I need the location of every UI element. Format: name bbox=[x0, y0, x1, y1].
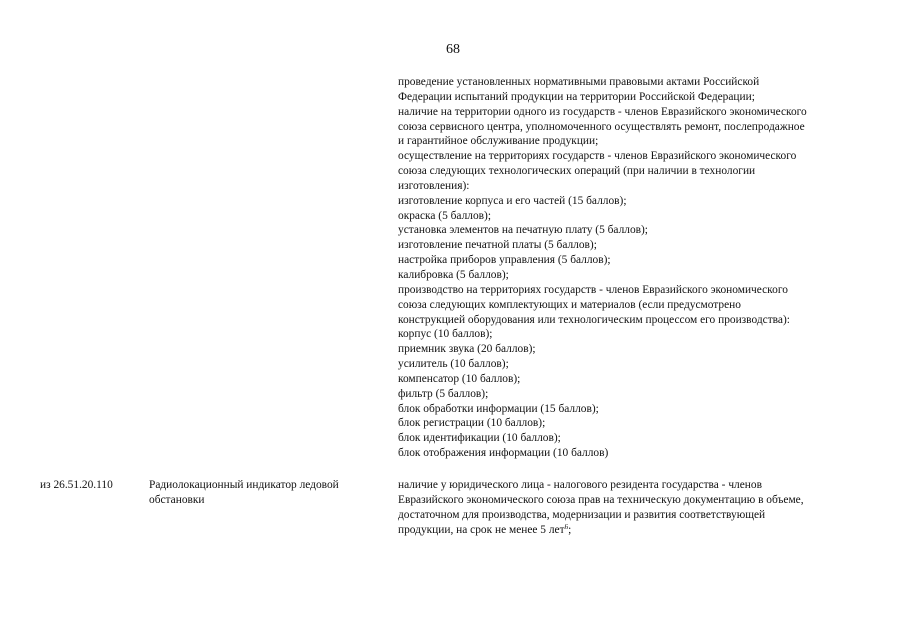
requirement-line: и гарантийное обслуживание продукции; bbox=[398, 135, 599, 148]
requirement-line: фильтр (5 баллов); bbox=[398, 387, 489, 400]
requirement-line: изготовление корпуса и его частей (15 баллов); bbox=[398, 194, 627, 207]
requirement-line: проведение установленных нормативными правовыми актами Российской bbox=[398, 76, 760, 88]
requirement-line: производство на территориях государств - членов Евразийского экономического bbox=[398, 283, 788, 296]
product-name-line: обстановки bbox=[149, 493, 205, 506]
requirement-line: союза сервисного центра, уполномоченного осуществлять ремонт, послепродажное bbox=[398, 120, 805, 133]
requirement-line: изготовление печатной платы (5 баллов); bbox=[398, 239, 597, 252]
requirement-line: блок регистрации (10 баллов); bbox=[398, 417, 546, 430]
footnote-marker: 6 bbox=[564, 522, 569, 531]
requirement-line-last bbox=[398, 523, 868, 538]
requirement-line: осуществление на территориях государств - членов Евразийского экономического bbox=[398, 150, 797, 163]
requirement-line: установка элементов на печатную плату (5 баллов); bbox=[398, 224, 648, 237]
product-name-line: Радиолокационный индикатор ледовой bbox=[149, 479, 339, 491]
requirement-line: союза следующих технологических операций (при наличии в технологии bbox=[398, 165, 756, 178]
requirement-line: компенсатор (10 баллов); bbox=[398, 372, 521, 385]
requirement-line: союза следующих комплектующих и материалов (если предусмотрено bbox=[398, 298, 741, 311]
requirement-line: блок идентификации (10 баллов); bbox=[398, 432, 561, 445]
requirement-line: усилитель (10 баллов); bbox=[398, 358, 509, 371]
requirement-line: достаточном для производства, модернизации и развития соответствующей bbox=[398, 508, 766, 521]
requirement-line: корпус (10 баллов); bbox=[398, 328, 493, 341]
requirement-line: наличие на территории одного из государств - членов Евразийского экономического bbox=[398, 105, 807, 118]
requirement-line: блок отображения информации (10 баллов) bbox=[398, 447, 609, 460]
product-name bbox=[149, 478, 374, 508]
requirement-tail: ; bbox=[568, 523, 572, 536]
requirement-last-text: продукции, на срок не менее 5 лет bbox=[398, 523, 565, 536]
requirement-line: конструкцией оборудования или технологическим процессом его производства): bbox=[398, 313, 790, 326]
requirement-line: изготовления): bbox=[398, 179, 470, 192]
requirement-line: Евразийского экономического союза прав на техническую документацию в объеме, bbox=[398, 493, 804, 506]
requirement-line: калибровка (5 баллов); bbox=[398, 268, 509, 281]
requirement-line: окраска (5 баллов); bbox=[398, 209, 491, 222]
requirement-line: блок обработки информации (15 баллов); bbox=[398, 402, 599, 415]
requirement-line: настройка приборов управления (5 баллов); bbox=[398, 254, 611, 267]
page-number: 68 bbox=[446, 42, 460, 57]
product-requirements bbox=[398, 478, 868, 537]
requirement-line: приемник звука (20 баллов); bbox=[398, 343, 536, 356]
requirement-line: Федерации испытаний продукции на территории Российской Федерации; bbox=[398, 90, 755, 103]
requirements-continuation bbox=[398, 75, 868, 461]
okpd-code: из 26.51.20.110 bbox=[40, 479, 113, 491]
requirement-line: наличие у юридического лица - налогового резидента государства - членов bbox=[398, 479, 762, 491]
